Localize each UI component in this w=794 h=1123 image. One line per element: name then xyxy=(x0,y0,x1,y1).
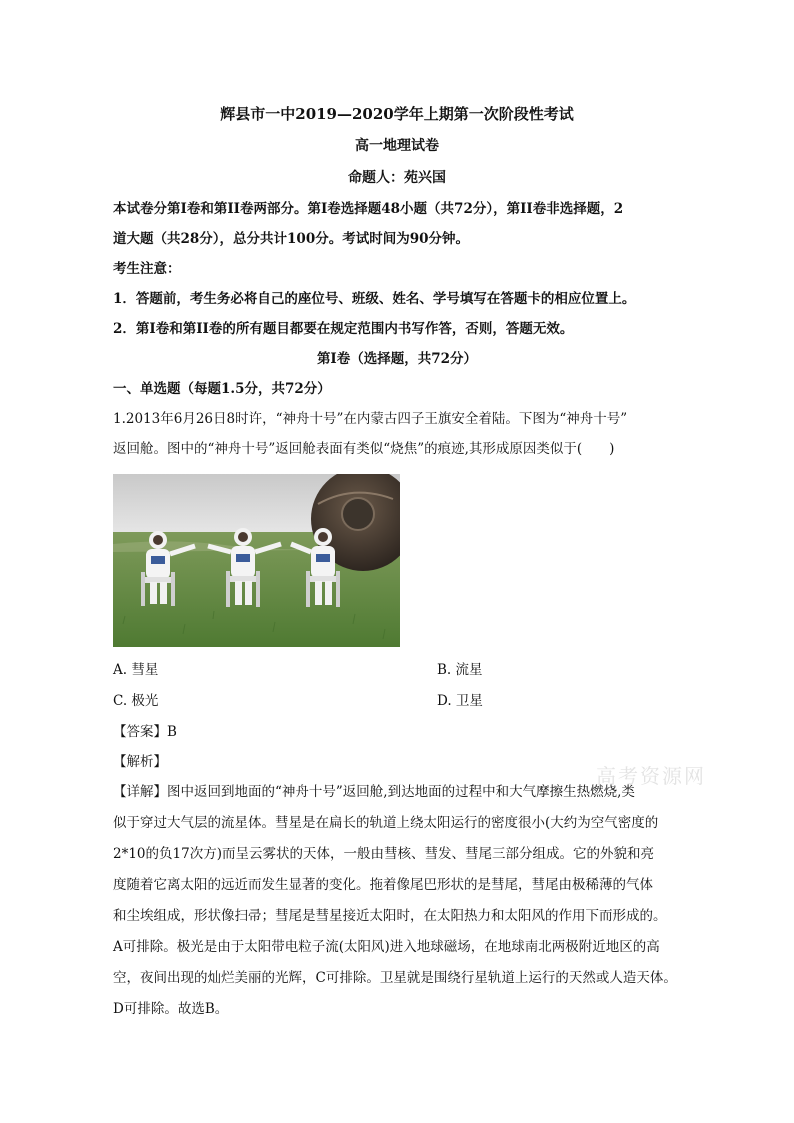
notice-item-2: 2．第Ⅰ卷和第II卷的所有题目都要在规定范围内书写作答，否则，答题无效。 xyxy=(113,321,574,337)
analysis-line: A可排除。极光是由于太阳带电粒子流(太阳风)进入地球磁场，在地球南北两极附近地区的高 xyxy=(113,939,660,955)
analysis-line: 度随着它离太阳的远近而发生显著的变化。拖着像尾巴形状的是彗尾，彗尾由极稀薄的气体 xyxy=(113,877,653,893)
exam-author: 命题人：苑兴国 xyxy=(348,170,446,186)
intro-line-2: 道大题（共28分），总分共计100分。考试时间为90分钟。 xyxy=(113,231,470,247)
analysis-heading: 【解析】 xyxy=(113,754,167,770)
answer: 【答案】B xyxy=(113,724,177,740)
exam-page xyxy=(113,96,681,1025)
intro-line-1: 本试卷分第Ⅰ卷和第II卷两部分。第Ⅰ卷选择题48小题（共72分），第II卷非选择题，2 xyxy=(113,201,624,217)
analysis-text xyxy=(113,777,681,1025)
analysis-line: 和尘埃组成，形状像扫帚；彗尾是彗星接近太阳时，在太阳热力和太阳风的作用下而形成的。 xyxy=(113,908,667,924)
return-capsule-photo xyxy=(113,474,400,647)
analysis-line: 【详解】图中返回到地面的“神舟十号”返回舱,到达地面的过程中和大气摩擦生热燃烧,类 xyxy=(113,784,635,800)
question-1-options xyxy=(113,655,681,717)
watermark: 高考资源网 xyxy=(596,764,706,788)
notice-heading: 考生注意： xyxy=(113,261,181,277)
analysis-line: 似于穿过大气层的流星体。彗星是在扁长的轨道上绕太阳运行的密度很小(大约为空气密度的 xyxy=(113,815,659,831)
analysis-line: 空，夜间出现的灿烂美丽的光辉，C可排除。卫星就是围绕行星轨道上运行的天然或人造天体。 xyxy=(113,970,677,986)
analysis-line: 2*10的负17次方)而呈云雾状的天体，一般由彗核、彗发、彗尾三部分组成。它的外貌和亮 xyxy=(113,846,654,862)
question-1-line-1: 1.2013年6月26日8时许，“神舟十号”在内蒙古四子王旗安全着陆。下图为“神舟十号” xyxy=(113,411,628,427)
question-1-line-2: 返回舱。图中的“神舟十号”返回舱表面有类似“烧焦”的痕迹,其形成原因类似于( ) xyxy=(113,441,615,457)
analysis-line: D可排除。故选B。 xyxy=(113,1001,229,1017)
option-d: D. 卫星 xyxy=(437,693,483,709)
section-part: 一、单选题（每题1.5分，共72分） xyxy=(113,381,331,397)
option-b: B. 流星 xyxy=(437,662,483,678)
notice-item-1: 1．答题前，考生务必将自己的座位号、班级、姓名、学号填写在答题卡的相应位置上。 xyxy=(113,291,636,307)
option-c: C. 极光 xyxy=(113,693,159,709)
exam-title: 辉县市一中2019—2020学年上期第一次阶段性考试 xyxy=(220,105,574,123)
exam-subtitle: 高一地理试卷 xyxy=(355,138,439,154)
section-title: 第Ⅰ卷（选择题，共72分） xyxy=(316,351,478,367)
option-a: A. 彗星 xyxy=(113,662,159,678)
